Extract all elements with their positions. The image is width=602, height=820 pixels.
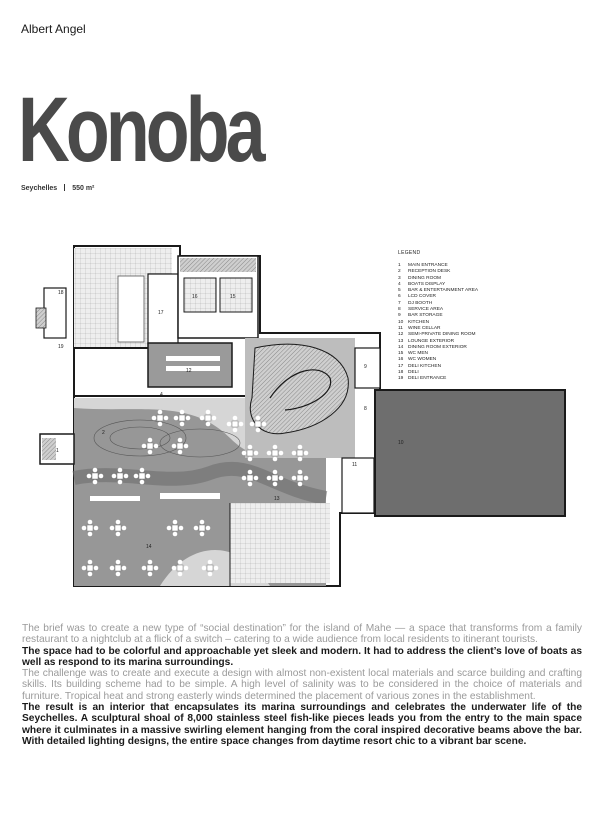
- legend-title: LEGEND: [398, 250, 421, 256]
- plan-label-4: 4: [160, 392, 163, 398]
- legend-item-label: MAIN ENTRANCE: [408, 263, 448, 268]
- legend-item-number: 10: [398, 319, 404, 325]
- kitchen: [375, 390, 565, 516]
- bar-storage: [355, 348, 380, 388]
- legend-item-number: 1: [398, 263, 401, 268]
- semi-private-dining: [148, 343, 232, 387]
- legend-item-label: DINING ROOM EXTERIOR: [408, 344, 467, 350]
- legend-item-label: LOUNGE EXTERIOR: [408, 338, 455, 344]
- page-title: Konoba: [18, 79, 262, 181]
- plan-label-11: 11: [352, 462, 358, 468]
- legend-item-label: SEMI-PRIVATE DINING ROOM: [408, 332, 476, 338]
- legend-item-label: BAR STORAGE: [408, 313, 443, 319]
- body-text: [22, 623, 582, 747]
- legend-item-number: 18: [398, 370, 404, 376]
- plan-label-17: 17: [158, 310, 164, 316]
- paragraph-brief: The brief was to create a new type of “social destination” for the island of Mahe — a space that transforms from a family restaurant to a nightclub at a flick of a switch – catering to a wide audience from local residents to itinerant tourists.: [22, 623, 582, 646]
- plan-label-8: 8: [364, 406, 367, 412]
- plan-label-2: 2: [102, 430, 105, 436]
- plan-label-10: 10: [398, 440, 404, 446]
- paragraph-requirements: The space had to be colorful and approachable yet sleek and modern. It had to address the client’s love of boats as well as respond to its marina surroundings.: [22, 645, 582, 668]
- legend-item-label: DELI: [408, 370, 419, 376]
- legend-item-label: SERVICE AREA: [408, 307, 444, 313]
- project-meta: [21, 184, 94, 192]
- deli-kitchen: [148, 274, 178, 344]
- plan-label-16: 16: [192, 294, 198, 300]
- plan-label-1: 1: [56, 448, 59, 454]
- legend-item-number: 16: [398, 357, 404, 363]
- paragraph-challenge: The challenge was to create and execute a design with almost non-existent local materials and scarce building and crafting skills. Its building scheme had to be simple. A high level of salinity was to be considered in the choice of materials and furniture. Tropical heat and strong easterly winds determined the placement of various zones in the establishment.: [22, 668, 582, 702]
- legend-item: [398, 376, 478, 382]
- legend-item-label: DJ BOOTH: [408, 300, 433, 306]
- legend-item-number: 17: [398, 363, 404, 369]
- project-area: 550 m²: [72, 185, 95, 192]
- plan-label-9: 9: [364, 364, 367, 370]
- plan-label-14: 14: [146, 544, 152, 550]
- legend-item-label: BAR & ENTERTAINMENT AREA: [408, 288, 479, 294]
- legend-item-number: 4: [398, 281, 401, 287]
- legend-item-number: 2: [398, 269, 401, 275]
- legend-item-number: 14: [398, 344, 404, 350]
- legend-item-label: KITCHEN: [408, 319, 430, 325]
- meta-separator: [64, 184, 65, 191]
- legend-item-number: 19: [398, 376, 404, 382]
- legend-item-label: RECEPTION DESK: [408, 269, 451, 275]
- legend-item-label: WC MEN: [408, 351, 428, 357]
- plan-label-13: 13: [274, 496, 280, 502]
- legend-item-label: WINE CELLAR: [408, 325, 441, 331]
- plan-label-15: 15: [230, 294, 236, 300]
- legend-item-number: 12: [398, 332, 404, 338]
- legend-item-label: DELI KITCHEN: [408, 363, 442, 369]
- lounge-exterior: [230, 503, 330, 583]
- plan-label-12: 12: [186, 368, 192, 374]
- author-name: Albert Angel: [21, 22, 86, 36]
- legend-item-label: WC WOMEN: [408, 357, 437, 363]
- legend-item-number: 15: [398, 351, 404, 357]
- deli-counter: [118, 276, 144, 342]
- plan-label-19: 19: [58, 344, 64, 350]
- legend-list: [398, 263, 478, 383]
- floor-plan: [30, 238, 578, 598]
- legend-item-number: 7: [398, 300, 401, 306]
- paragraph-result: The result is an interior that encapsulates its marina surroundings and celebrates the underwater life of the Seychelles. A sculptural shoal of 8,000 stainless steel fish-like pieces leads you from the entry to the main space where it culminates in a massive swirling element hanging from the coral inspired decorative beams above the bar. With detailed lighting designs, the entire space changes from daytime resort chic to a vibrant bar scene.: [22, 702, 582, 747]
- legend-item-label: DINING ROOM: [408, 275, 442, 281]
- wine-cellar: [342, 458, 374, 513]
- legend: [398, 250, 478, 383]
- legend-item-number: 3: [398, 275, 401, 281]
- legend-item-number: 6: [398, 294, 401, 300]
- legend-item-label: BOATS DISPLAY: [408, 281, 446, 287]
- project-location: Seychelles: [21, 185, 58, 192]
- legend-item-label: LCD COVER: [408, 294, 436, 300]
- legend-item-label: DELI ENTRANCE: [408, 376, 447, 382]
- legend-item-number: 13: [398, 338, 404, 344]
- plan-label-18: 18: [58, 290, 64, 296]
- legend-item-number: 11: [398, 325, 403, 331]
- legend-item-number: 9: [398, 313, 401, 319]
- legend-item-number: 5: [398, 288, 401, 294]
- legend-item-number: 8: [398, 307, 401, 313]
